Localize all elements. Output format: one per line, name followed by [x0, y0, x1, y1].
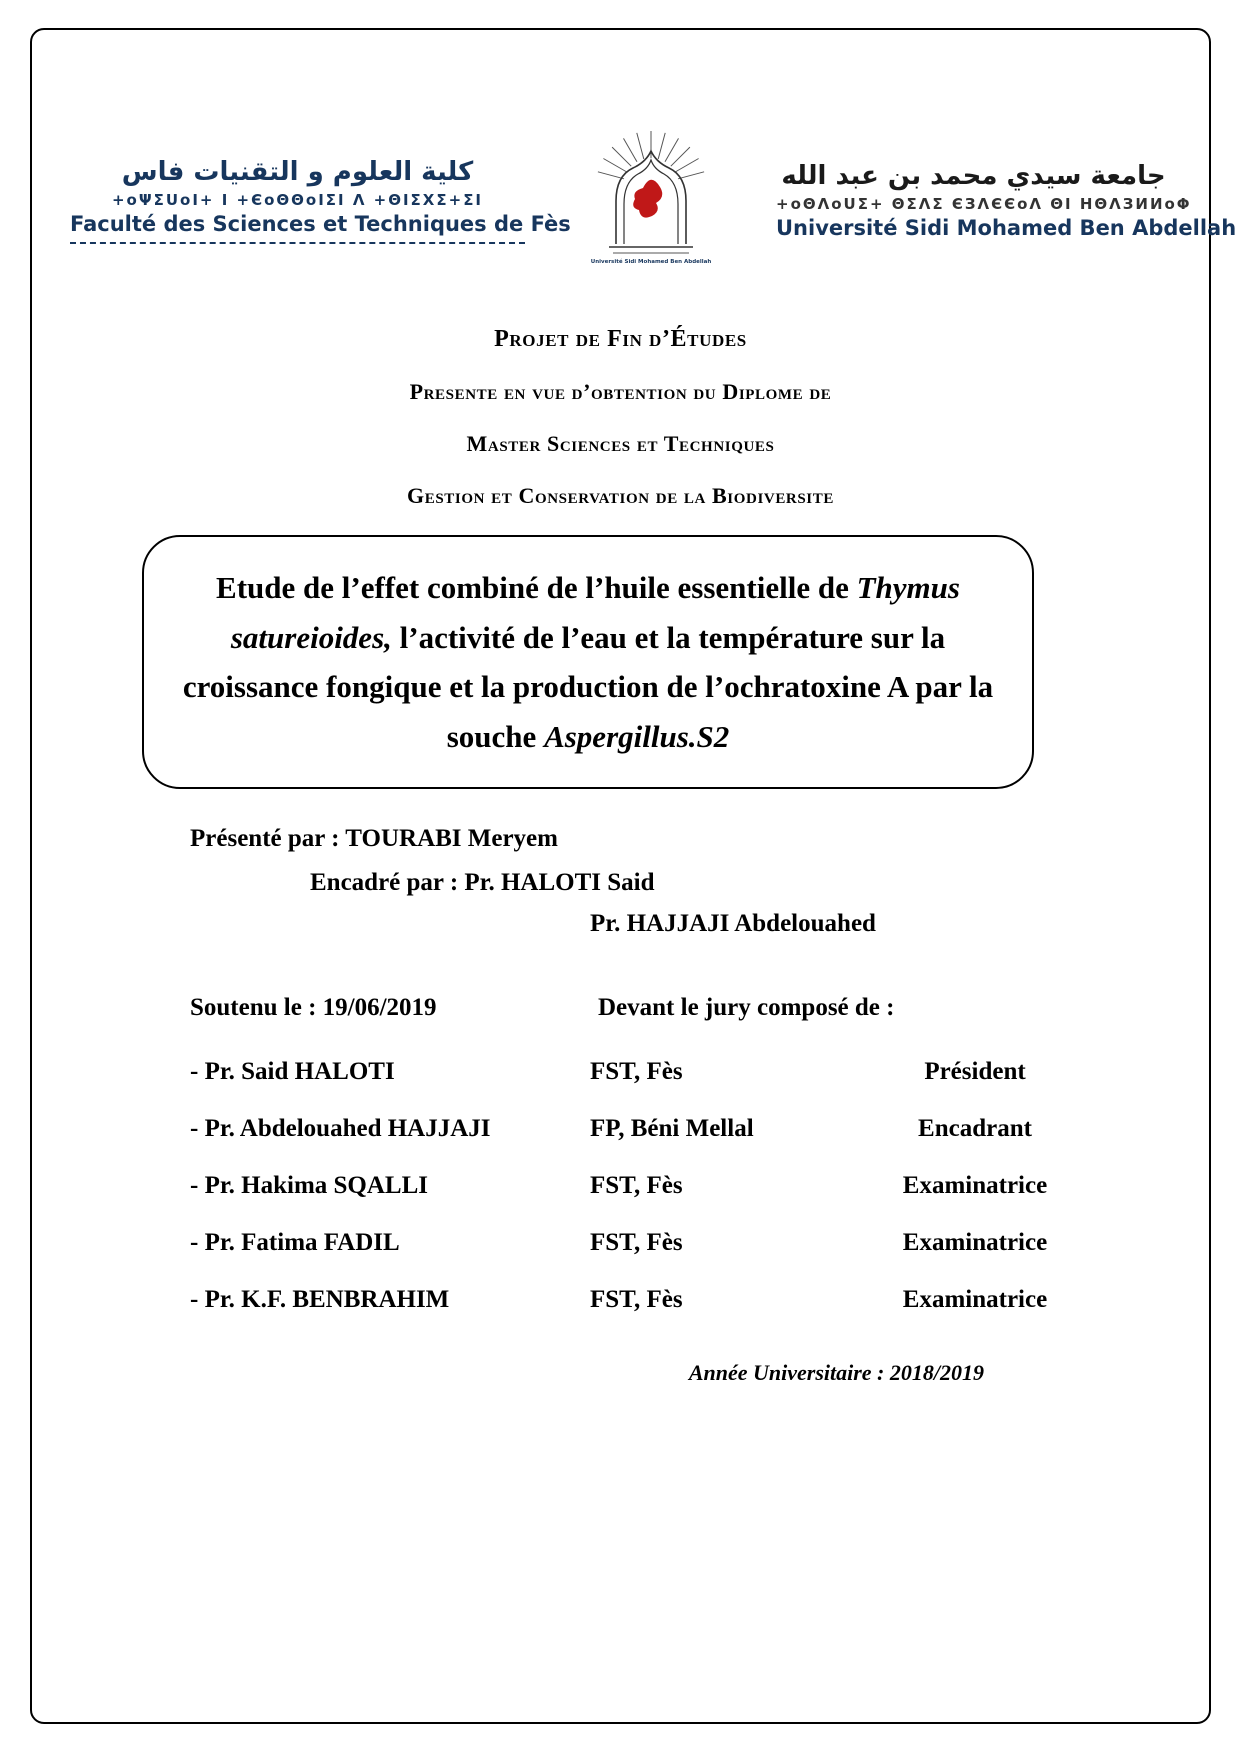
jury-member-name: - Pr. Abdelouahed HAJJAJI — [190, 1115, 491, 1143]
intro-line-master: Master Sciences et Techniques — [466, 431, 775, 456]
supervised-by: Encadré par : Pr. HALOTI Said — [310, 869, 655, 897]
page-content — [30, 28, 1237, 1724]
thesis-title-box — [142, 535, 1034, 789]
document-type-block — [52, 326, 1189, 509]
jury-row — [190, 1229, 1189, 1257]
jury-member-role: Encadrant — [918, 1115, 1032, 1143]
jury-member-name: - Pr. Hakima SQALLI — [190, 1172, 429, 1200]
jury-member-role: Président — [924, 1058, 1026, 1086]
jury-member-affiliation: FP, Béni Mellal — [590, 1115, 754, 1143]
jury-list — [190, 1058, 1189, 1314]
jury-member-role: Examinatrice — [902, 1286, 1048, 1314]
academic-year: Année Universitaire : 2018/2019 — [688, 1360, 984, 1386]
jury-intro: Devant le jury composé de : — [598, 994, 895, 1022]
jury-member-role: Examinatrice — [902, 1229, 1048, 1257]
title-species-2: Aspergillus.S2 — [544, 718, 730, 754]
university-name-arabic: جامعة سيدي محمد بن عبد الله — [781, 160, 1166, 191]
jury-member-role: Examinatrice — [902, 1172, 1048, 1200]
university-logo — [591, 126, 711, 274]
jury-member-name: - Pr. Fatima FADIL — [190, 1229, 400, 1257]
jury-row — [190, 1058, 1189, 1086]
intro-line-presente: Presente en vue d’obtention du Diplome de — [409, 379, 832, 404]
faculty-name-tifinagh: +oΨΣUoI+ I +ЄoΘΘoIΣI Λ +ΘIΣXΣ+ΣI — [111, 191, 484, 210]
header — [70, 126, 1237, 274]
intro-line-gestion: Gestion et Conservation de la Biodiversite — [407, 483, 834, 508]
jury-member-name: - Pr. Said HALOTI — [190, 1058, 395, 1086]
presented-by: Présenté par : TOURABI Meryem — [190, 825, 558, 853]
title-part-2: l’activité de l’eau et la température sur la croissance fongique et la production de l’ochratoxine A par la souche — [182, 619, 994, 754]
jury-member-affiliation: FST, Fès — [590, 1058, 683, 1086]
jury-member-affiliation: FST, Fès — [590, 1172, 683, 1200]
logo-caption: Université Sidi Mohamed Ben Abdellah — [590, 259, 711, 265]
university-emblem-icon — [591, 126, 711, 274]
jury-member-name: - Pr. K.F. BENBRAHIM — [190, 1286, 450, 1314]
co-supervisor: Pr. HAJJAJI Abdelouahed — [590, 910, 876, 938]
jury-row — [190, 1172, 1189, 1200]
university-name-tifinagh: +oΘΛoUΣ+ ΘΣΛΣ ЄЗΛЄЄoΛ ΘI ΗΘΛЗИИoΦ — [776, 195, 1192, 214]
jury-member-affiliation: FST, Fès — [590, 1286, 683, 1314]
university-block — [776, 160, 1237, 241]
jury-row — [190, 1115, 1189, 1143]
jury-member-affiliation: FST, Fès — [590, 1229, 683, 1257]
university-name-french: Université Sidi Mohamed Ben Abdellah — [776, 216, 1237, 241]
credits-block — [190, 825, 1189, 938]
decorative-dashed-line — [70, 242, 525, 244]
intro-line-projet: Projet de Fin d’Études — [494, 326, 747, 352]
defense-date: Soutenu le : 19/06/2019 — [190, 994, 437, 1022]
jury-row — [190, 1286, 1189, 1314]
faculty-name-arabic: كلية العلوم و التقنيات فاس — [121, 156, 474, 187]
title-part-1: Etude de l’effet combiné de l’huile essentielle de — [216, 570, 857, 605]
title-species-1: Thymus satureioides, — [230, 570, 960, 655]
defense-line — [190, 994, 1189, 1022]
faculty-name-french: Faculté des Sciences et Techniques de Fès — [70, 212, 571, 237]
faculty-block — [70, 156, 571, 245]
